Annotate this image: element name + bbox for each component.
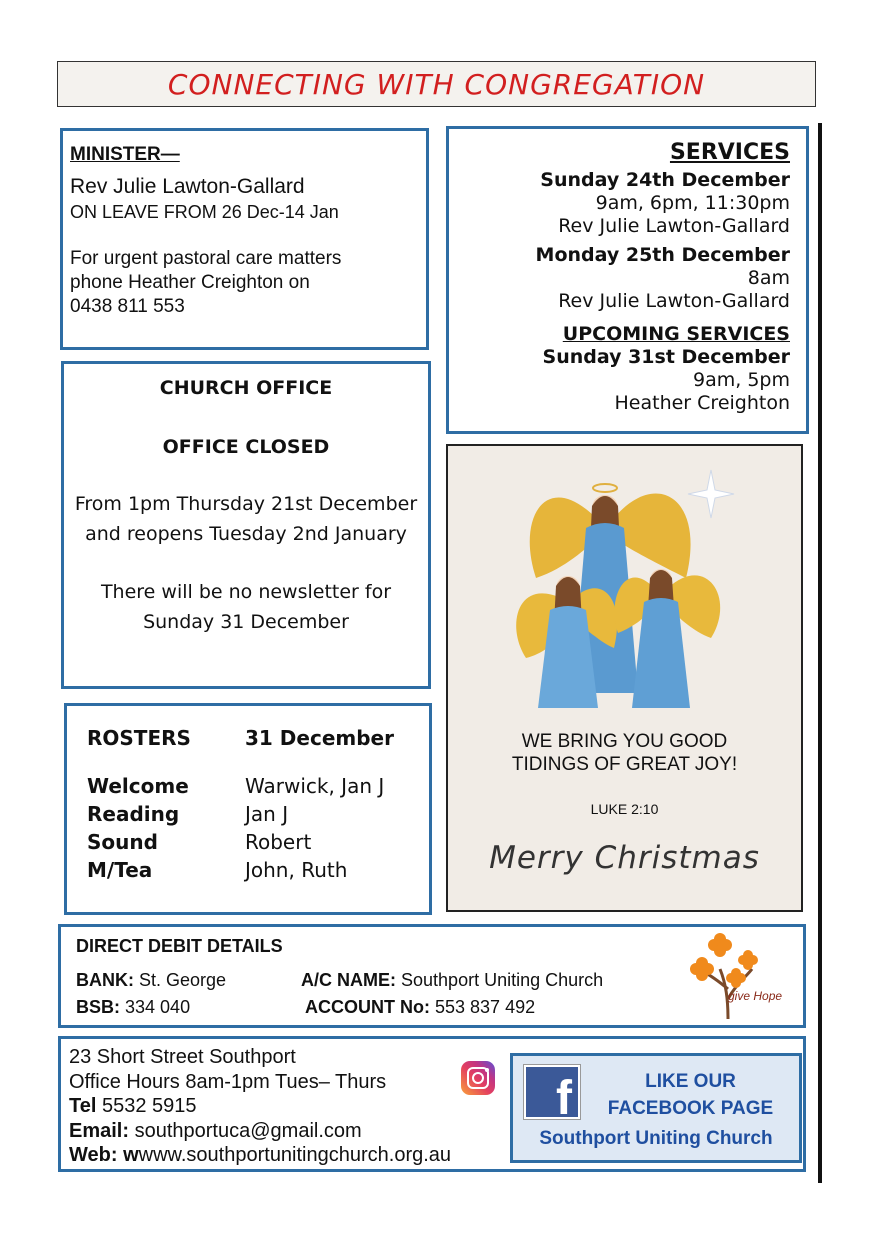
rosters-header-row — [87, 724, 429, 752]
rosters-heading: ROSTERS — [87, 726, 191, 750]
service-times: 9am, 6pm, 11:30pm — [595, 192, 790, 214]
roster-names: John, Ruth — [245, 858, 348, 882]
service-times: 8am — [747, 267, 790, 289]
facebook-page-name[interactable]: Southport Uniting Church — [539, 1128, 773, 1149]
email-link[interactable]: southportuca@gmail.com — [134, 1119, 362, 1142]
angels-illustration — [506, 458, 746, 718]
card-verse: LUKE 2:10 — [590, 801, 659, 817]
urgent-line-2: phone Heather Creighton on — [70, 272, 310, 293]
facebook-line-2: FACEBOOK PAGE — [607, 1098, 774, 1119]
office-closed-from: From 1pm Thursday 21st December — [74, 493, 418, 515]
account-label: ACCOUNT No: — [305, 997, 430, 1017]
upcoming-heading: UPCOMING SERVICES — [562, 323, 790, 345]
services-box — [446, 126, 809, 434]
tel-value: 5532 5915 — [101, 1095, 197, 1117]
rosters-date: 31 December — [245, 726, 394, 750]
roster-row — [87, 800, 429, 828]
minister-heading: MINISTER— — [70, 144, 180, 165]
office-reopens: and reopens Tuesday 2nd January — [85, 523, 407, 545]
bsb-field — [76, 996, 190, 1018]
account-field — [305, 996, 535, 1018]
bsb-value: 334 040 — [125, 997, 191, 1017]
acname-value: Southport Uniting Church — [401, 970, 604, 990]
service-date: Sunday 24th December — [540, 169, 790, 191]
roster-role: M/Tea — [87, 858, 153, 882]
services-heading: SERVICES — [669, 140, 790, 165]
page-title: CONNECTING WITH CONGREGATION — [167, 68, 706, 101]
upcoming-leader: Heather Creighton — [614, 392, 790, 414]
roster-role: Reading — [87, 802, 180, 826]
web-label: Web: w — [69, 1144, 139, 1166]
give-hope-text: give Hope — [728, 989, 783, 1003]
office-box — [61, 361, 431, 689]
account-value: 553 837 492 — [435, 997, 536, 1017]
roster-row — [87, 772, 429, 800]
upcoming-times: 9am, 5pm — [693, 369, 790, 391]
instagram-icon[interactable] — [461, 1061, 495, 1095]
office-heading: CHURCH OFFICE — [159, 377, 333, 399]
address: 23 Short Street Southport — [69, 1046, 296, 1068]
card-message-2: TIDINGS OF GREAT JOY! — [511, 754, 738, 775]
bank-field — [76, 969, 226, 991]
office-status: OFFICE CLOSED — [162, 436, 330, 458]
roster-row — [87, 856, 429, 884]
service-leader: Rev Julie Lawton-Gallard — [558, 290, 790, 312]
column-divider — [818, 123, 822, 1183]
minister-leave: ON LEAVE FROM 26 Dec-14 Jan — [70, 202, 339, 222]
direct-debit-box — [58, 924, 806, 1028]
rosters-box — [64, 703, 432, 915]
newsletter-note: There will be no newsletter for — [100, 581, 392, 603]
roster-names: Jan J — [245, 802, 289, 826]
tel-label: Tel — [69, 1095, 97, 1117]
web-link[interactable]: www.southportunitingchurch.org.au — [138, 1144, 452, 1166]
urgent-phone: 0438 811 553 — [70, 296, 185, 317]
christmas-card — [446, 444, 803, 912]
page-header — [57, 61, 816, 107]
roster-row — [87, 828, 429, 856]
card-greeting: Merry Christmas — [489, 840, 760, 876]
halo-icon — [593, 484, 617, 492]
give-hope-logo — [686, 929, 796, 1025]
upcoming-date: Sunday 31st December — [542, 346, 790, 368]
roster-role: Sound — [87, 830, 158, 854]
bsb-label: BSB: — [76, 997, 120, 1017]
card-message-1: WE BRING YOU GOOD — [521, 731, 728, 752]
office-hours: Office Hours 8am-1pm Tues– Thurs — [69, 1070, 387, 1093]
bank-value: St. George — [139, 970, 227, 990]
email-label: Email: — [69, 1119, 130, 1142]
minister-box — [60, 128, 429, 350]
newsletter-note-date: Sunday 31 December — [143, 611, 349, 633]
star-icon — [688, 470, 734, 518]
roster-role: Welcome — [87, 774, 189, 798]
roster-names: Robert — [245, 830, 312, 854]
minister-name: Rev Julie Lawton-Gallard — [70, 175, 305, 198]
service-date: Monday 25th December — [535, 244, 790, 266]
flower-tree-icon — [686, 929, 796, 1025]
bank-label: BANK: — [76, 970, 134, 990]
facebook-icon[interactable]: f — [524, 1065, 580, 1119]
roster-names: Warwick, Jan J — [245, 774, 385, 798]
urgent-line-1: For urgent pastoral care matters — [70, 248, 342, 269]
acname-field — [301, 969, 603, 991]
service-leader: Rev Julie Lawton-Gallard — [558, 215, 790, 237]
acname-label: A/C NAME: — [301, 970, 396, 990]
debit-heading: DIRECT DEBIT DETAILS — [76, 936, 283, 956]
facebook-box[interactable] — [510, 1053, 802, 1163]
facebook-line-1: LIKE OUR — [645, 1071, 736, 1092]
